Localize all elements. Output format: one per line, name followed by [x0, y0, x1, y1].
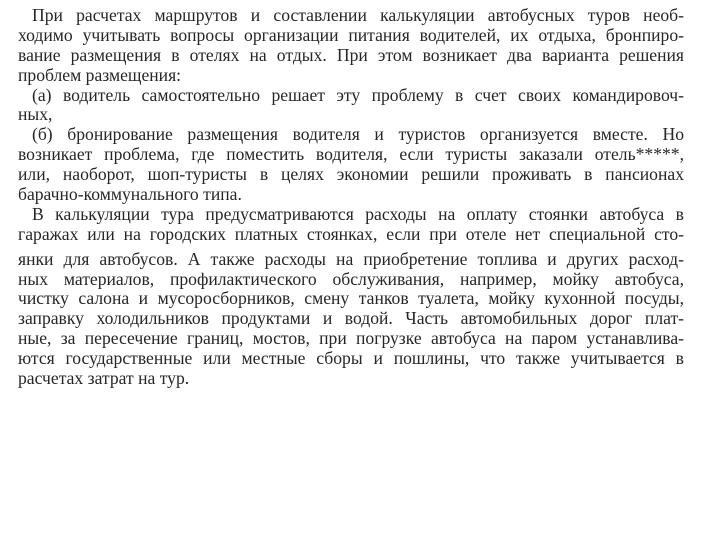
text-line: ных, [18, 104, 53, 125]
text-line: (а) водитель самостоятельно решает эту проблему в счет своих командировоч- [32, 84, 684, 105]
text-line: янки для автобусов. А также расходы на приобретение топлива и других расход- [18, 248, 684, 269]
text-line: расчетах затрат на тур. [18, 368, 190, 389]
text-line: ных материалов, профилактического обслуживания, например, мойку автобуса, [18, 268, 684, 289]
text-line: барачно-коммунального типа. [18, 184, 242, 205]
text-line: проблем размещения: [18, 64, 182, 85]
text-line: гаражах или на городских платных стоянках, если при отеле нет специальной сто- [18, 223, 684, 244]
text-line: ходимо учитывать вопросы организации питания водителей, их отдыха, бронпиро- [18, 24, 684, 45]
document-page [18, 6, 684, 534]
text-line: ются государственные или местные сборы и пошлины, что также учитывается в [18, 348, 684, 369]
text-line: В калькуляции тура предусматриваются расходы на оплату стоянки автобуса в [32, 203, 684, 224]
text-line: возникает проблема, где поместить водителя, если туристы заказали отель*****, [18, 144, 684, 165]
text-line: При расчетах маршрутов и составлении калькуляции автобусных туров необ- [32, 6, 684, 25]
text-line: чистку салона и мусоросборников, смену танков туалета, мойку кухонной посуды, [18, 288, 684, 309]
text-line: заправку холодильников продуктами и водой. Часть автомобильных дорог плат- [18, 308, 684, 329]
text-line: или, наоборот, шоп-туристы в целях экономии решили проживать в пансионах [18, 164, 684, 185]
text-line: ные, за пересечение границ, мостов, при погрузке автобуса на паром устанавлива- [18, 328, 684, 349]
text-line: вание размещения в отелях на отдых. При этом возникает два варианта решения [18, 44, 684, 65]
text-line: (б) бронирование размещения водителя и туристов организуется вместе. Но [32, 124, 684, 145]
